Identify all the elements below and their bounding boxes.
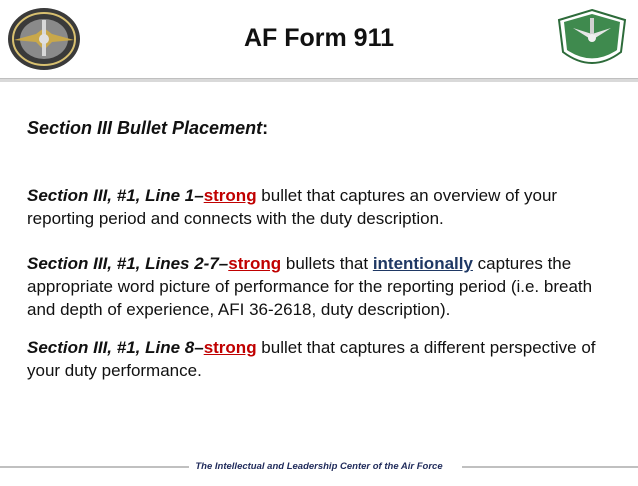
bullet-paragraph-lines-2-7: [27, 252, 617, 321]
section-heading-colon: :: [262, 118, 269, 138]
section-heading-text: Section III Bullet Placement: [27, 118, 263, 138]
paragraph-body: bullets that: [281, 254, 373, 273]
footer-tagline-text: The Intellectual and Leadership Center of the Air Force: [189, 461, 448, 472]
header-divider: [0, 78, 638, 82]
strong-keyword: strong: [203, 338, 257, 357]
air-university-emblem-logo: [555, 8, 629, 74]
page-title: AF Form 911: [243, 24, 395, 52]
section-heading: [27, 118, 268, 139]
paragraph-body: captures the appropriate word picture of performance for the reporting period (i.e. breath and depth of experience, AFI 36-2618, duty description).: [27, 254, 593, 319]
paragraph-lead: Section III, #1, Line 1–: [27, 186, 204, 205]
paragraph-body: bullet that captures an overview of your reporting period and connects with the duty description.: [27, 186, 558, 228]
footer-tagline: [0, 461, 638, 472]
intentionally-keyword: intentionally: [372, 254, 473, 273]
paragraph-lead: Section III, #1, Line 8–: [27, 338, 204, 357]
paragraph-body: bullet that captures a different perspective of your duty performance.: [27, 338, 596, 380]
bullet-paragraph-line-8: [27, 336, 617, 382]
strong-keyword: strong: [203, 186, 257, 205]
strong-keyword: strong: [228, 254, 282, 273]
paragraph-lead: Section III, #1, Lines 2-7–: [27, 254, 229, 273]
bullet-paragraph-line-1: [27, 184, 617, 230]
